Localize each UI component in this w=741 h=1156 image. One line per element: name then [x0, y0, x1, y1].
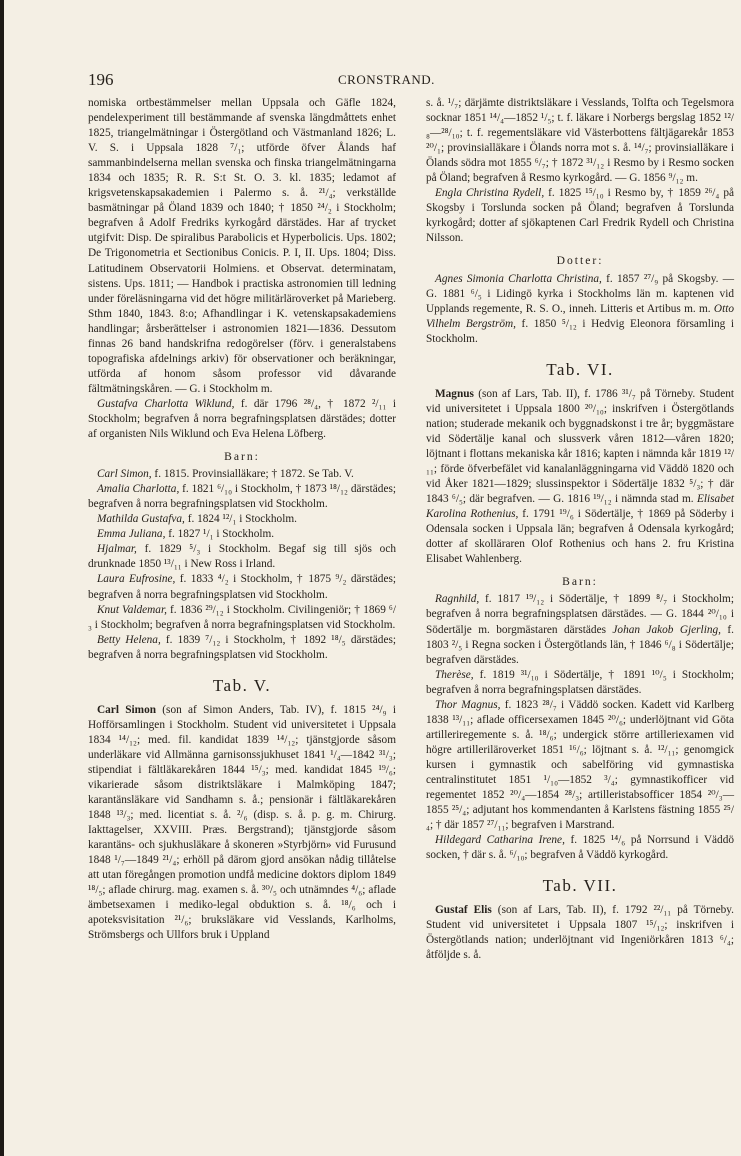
tab-vii-entry — [426, 903, 734, 963]
person-name: Carl Simon — [97, 703, 157, 716]
spouse-entry — [426, 186, 734, 246]
children-label: Barn: — [562, 575, 598, 589]
child-details: f. 1824 ¹²/₁ i Stockholm. — [184, 513, 297, 526]
daughter-name: Agnes Simonia Charlotta Christina, — [435, 272, 602, 285]
child-entry — [426, 833, 734, 863]
spouse-name: Gustafva Charlotta Wiklund, — [97, 397, 235, 410]
husband-name: Johan Jakob Gjerling, — [612, 623, 721, 636]
child-name: Laura Eufrosine, — [97, 573, 176, 586]
page-edge-shadow — [0, 0, 4, 1156]
child-entry — [88, 542, 396, 572]
daughter-label: Dotter: — [556, 254, 604, 268]
running-title: CRONSTRAND. — [338, 72, 435, 87]
husband-name: Otto Vilhelm Bergström, — [426, 302, 734, 330]
child-details: f. 1827 ¹/₁ i Stockholm. — [165, 528, 275, 541]
husband-details: f. 1850 ⁵/₁₂ i Hedvig Eleonora församling i Stockholm. — [426, 317, 734, 345]
spouse-entry — [88, 397, 396, 442]
child-details: f. 1833 ⁴/₂ i Stockholm, † 1875 ⁹/₂ därstädes; begrafven å norra begrafningsplatsen vid Stockholm. — [88, 573, 396, 601]
daughter-entry — [426, 272, 734, 347]
child-details: f. 1823 ²⁸/₇ i Väddö socken. Kadett vid Karlberg 1838 ¹³/₁₁; aflade officersexamen 1845 ²⁰/₆; underlöjtnant vid Göta artilleriregemente s. å. ¹⁸/₆; undergick större artilleriexamen vid högre artilleriläroverket 1851 ¹⁶/₆; löjtnant s. å. ¹²/₁₁; genomgick kursen i gymnastik och sabelföring vid gymnastiska centralinstitutet 1851 ¹/₁₀—1852 ³/₄; gymnastikofficer vid regementet 1852 ²⁰/₄—1854 ²⁸/₃; artilleristabsofficer 1854 ²⁰/₃—1855 ²⁵/₄; adjutant hos kommendanten å Karlstens fästning 1855 ²⁵/₄; † där 1857 ²⁷/₁₁; begrafven i Marstrand. — [426, 698, 734, 832]
intro-paragraph: s. å. ¹/₇; därjämte distriktsläkare i Vesslands, Tolfta och Tegelsmora socknar 1851 ¹⁴/₄—1852 ¹/₅; t. f. läkare i Norbergs bergslag 1852 ¹²/₈—²⁸/₁₀; t. f. regementsläkare vid Västerbottens fältjägarekår 1853 ²⁰/₁; provinsialläkare i Ölands norra mot s. å. ¹⁴/₇; provinsialläkare i Ölands södra mot 1855 ⁶/₇; † 1872 ³¹/₁₂ i Resmo by i Resmo socken på Öland; begrafven å Resmo kyrkogård. — G. 1856 ⁹/₁₂ m. — [426, 97, 734, 185]
child-entry — [88, 603, 396, 633]
child-name: Emma Juliana, — [97, 528, 166, 541]
right-column — [426, 96, 734, 963]
child-details: f. 1815. Provinsialläkare; † 1872. Se Tab. V. — [151, 468, 354, 481]
child-name: Therèse, — [435, 668, 474, 681]
person-name: Magnus — [435, 387, 474, 400]
person-details: (son af Lars, Tab. II), f. 1792 ²²/₁₁ på Törneby. Student vid universitetet i Uppsala 1807 ¹⁵/₁₂; inskrifven i Östergötlands nation; underlöjtnant vid Ingeniörkåren 1813 ⁶/₄; åtföljde s. å. — [426, 904, 734, 962]
spouse-details: f. där 1796 ²⁸/₄, † 1872 ²/₁₁ i Stockholm; begrafven å norra begrafningsplatsen därstädes; dotter af organisten Nils Wiklund och Eva Helena Löfberg. — [88, 397, 396, 441]
tab-v-entry — [88, 703, 396, 944]
child-details: f. 1836 ²⁹/₁₂ i Stockholm. Civilingeniör; † 1869 ⁶/₃ i Stockholm; begrafven å norra begrafningsplatsen vid Stockholm. — [88, 603, 396, 631]
spouse-name: Elisabet Karolina Rothenius, — [426, 493, 734, 521]
child-entry — [88, 633, 396, 663]
child-entry — [426, 698, 734, 833]
spouse-details: f. 1791 ¹⁹/₆ i Södertälje, † 1869 på Söderby i Odensala socken i Uppsala län; begrafven å Odensala kyrkogård; dotter af skolläraren Olof Rothenius och hans 2. fru Kristina Elisabet Wahlenberg. — [426, 508, 734, 566]
left-column — [88, 96, 396, 944]
tab-vii-heading: Tab. VII. — [542, 876, 618, 896]
daughter-details: f. 1857 ²⁷/₉ på Skogsby. — G. 1881 ⁶/₅ i Lidingö kyrka i Stockholms län m. kaptenen vid Upplands regemente, R. S. O., inneh. Litteris et Artibus m. m. — [426, 272, 734, 315]
child-name: Ragnhild, — [435, 593, 480, 606]
child-details: f. 1817 ¹⁹/₁₂ i Södertälje, † 1899 ⁸/₇ i Stockholm; begrafven å norra begrafningsplatsen därstädes. — G. 1844 ²⁰/₁₀ i Södertälje m. borgmästaren därstädes — [426, 593, 734, 636]
child-name: Knut Valdemar, — [97, 603, 167, 616]
child-details: f. 1821 ⁶/₁₀ i Stockholm, † 1873 ¹⁸/₁₂ därstädes; begrafven å norra begrafningsplatsen vid Stockholm. — [88, 483, 396, 511]
child-entry — [88, 512, 396, 527]
spouse-name: Engla Christina Rydell, — [435, 187, 545, 200]
child-details: f. 1839 ⁷/₁₂ i Stockholm, † 1892 ¹⁸/₅ därstädes; begrafven å norra begrafningsplatsen vid Stockholm. — [88, 633, 396, 661]
child-entry — [426, 668, 734, 698]
child-name: Thor Magnus, — [435, 698, 501, 711]
child-entry — [88, 527, 396, 542]
child-name: Mathilda Gustafva, — [97, 513, 185, 526]
children-label: Barn: — [224, 450, 260, 464]
child-name: Betty Helena, — [97, 633, 161, 646]
child-details: f. 1819 ³¹/₁₀ i Södertälje, † 1891 ¹⁰/₅ i Stockholm; begrafven å norra begrafningsplatsen därstädes. — [426, 668, 734, 696]
spouse-details: f. 1825 ¹⁵/₁₀ i Resmo by, † 1859 ²⁶/₄ på Skogsby i Torslunda socken på Öland; begrafven å Torslunda kyrkogård; dotter af sjökaptenen Carl Fredrik Rydell och Christina Nilsson. — [426, 187, 734, 245]
child-entry — [88, 482, 396, 512]
child-entry — [88, 572, 396, 602]
tab-v-heading: Tab. V. — [212, 675, 272, 695]
tab-vi-entry — [426, 387, 734, 568]
person-details: (son af Lars, Tab. II), f. 1786 ³¹/₇ på Törneby. Student vid universitetet i Uppsala 1800 ²⁰/₁₀; inskrifven i Östergötlands nation; studerade mekanik och byggnadskonst i tre år; byggmästare vid Södertälje kanal och slussverk våren 1812—våren 1820; löjtnant i flottans mekaniska kår 1816; kapten i nämnda kår 1819 ¹²/₁₁; förde öfverbefälet vid kanalanläggningarna vid Väddö 1820 och vid Åker 1821—1829; slussinspektor i Södertälje 1832 ⁵/₃; † där 1843 ⁶/₅; där begrafven. — G. 1816 ¹⁹/₁₂ i nämnda stad m. — [426, 387, 734, 506]
child-name: Hjalmar, — [97, 543, 137, 556]
intro-paragraph: nomiska ortbestämmelser mellan Uppsala och Gäfle 1824, pendelexperiment till bestämmande af svenska längdmåttets enhet 1825, triangelmätningar i Östergötland och Västmanland 1826; L. V. S. i Uppsala 1828 ⁷/₁; utförde öfver Ålands haf sammanbindelserna mellan svenska och finska triangelmätningarna 1834 och 1835; R. R. S:t St. O. 3. kl. 1835; ledamot af krigsvetenskapsakademien i Palermo s. å. ²¹/₄; verkställde basmätningar på Öland 1839 och 1840; † 1850 ²⁴/₂ i Stockholm; begrafven å Adolf Fredriks kyrkogård därstädes. Har af trycket utgifvit: Disp. De spiralibus Parabolicis et Hyperbolicis. Ups. 1802; De Trigonometria et Sectionibus Conicis. P. I, II. Ups. 1804; Diss. Latitudinem Observatorii Holmiens. et Observat. determinatam, sistens. Ups. 1811; — Handbok i practiska astronomien till ledning under föreläsningarna vid det högre militärläroverket på Marieberg. Sthm 1840, 1843. 8:o; Afhandlingar i K. vetenskapsakademiens handlingar; årsberättelser i astronomien 1821—1836. Dessutom finnas 26 band handskrifna redogörelser (förv. i generalstabens topografiska afdelnings arkiv) för observationer och beräkningar, utförda af honom såsom professor vid dåvarande fältmätningskåren. — G. i Stockholm m. — [88, 97, 396, 395]
child-name: Hildegard Catharina Irene, — [435, 834, 565, 847]
child-name: Amalia Charlotta, — [97, 483, 180, 496]
page-number: 196 — [88, 70, 114, 89]
person-name: Gustaf Elis — [435, 904, 492, 917]
person-details: (son af Simon Anders, Tab. IV), f. 1815 ²⁴/₉ i Hofförsamlingen i Stockholm. Student vid universitetet i Uppsala 1834 ¹⁴/₁₂; med. fil. kandidat 1839 ¹⁴/₁₂; tjänstgjorde såsom underläkare vid Allmänna garnisonssjukhuset 1841 ¹/₄—1842 ³¹/₃; stipendiat i fältläkarekåren 1844 ¹⁵/₃; med. kandidat 1845 ¹⁹/₆; vikarierade såsom distriktsläkare i Malmköping 1847; karantänsläkare vid Sandhamn s. å.; pensionär i fältläkarekåren 1848 ¹³/₃; med. licentiat s. å. ²/₆ (disp. s. å. p. g. m. Chirurg. Iakttagelser, XXVIII. Præs. Bergstrand); tjänstgjorde såsom karantäns- och sjukhusläkare å skoneren »Styrbjörn» vid Furusund 1848 ¹/₇—1849 ²¹/₄; erhöll på därom gjord ansökan nådig tillåtelse att utan föregången promotion undfå medicine doktors diplom 1849 ¹⁸/₅; aflade chirurg. mag. examen s. å. ³⁰/₅ och utnämndes ⁴/₆; aflade ämbetsexamen i mediko-legal obduktion s. å. ¹⁸/₆ och i apoteksvisitation ²¹/₆; bruksläkare vid Vesslands, Karlholms, Strömsbergs och Ullfors bruk i Uppland — [88, 703, 397, 942]
child-entry — [88, 467, 396, 482]
child-entry — [426, 592, 734, 667]
child-name: Carl Simon, — [97, 468, 152, 481]
tab-vi-heading: Tab. VI. — [546, 359, 614, 379]
child-details: f. 1829 ⁵/₃ i Stockholm. Begaf sig till sjös och drunknade 1850 ¹³/₁₁ i New Ross i Irland. — [88, 543, 396, 571]
husband-details: f. 1803 ²/₅ i Regna socken i Östergötlands län, † 1846 ⁶/₈ i Södertälje; begrafven därstädes. — [426, 623, 734, 666]
child-details: f. 1825 ¹⁴/₆ på Norrsund i Väddö socken, † där s. å. ⁶/₁₀; begrafven å Väddö kyrkogård. — [426, 834, 734, 862]
